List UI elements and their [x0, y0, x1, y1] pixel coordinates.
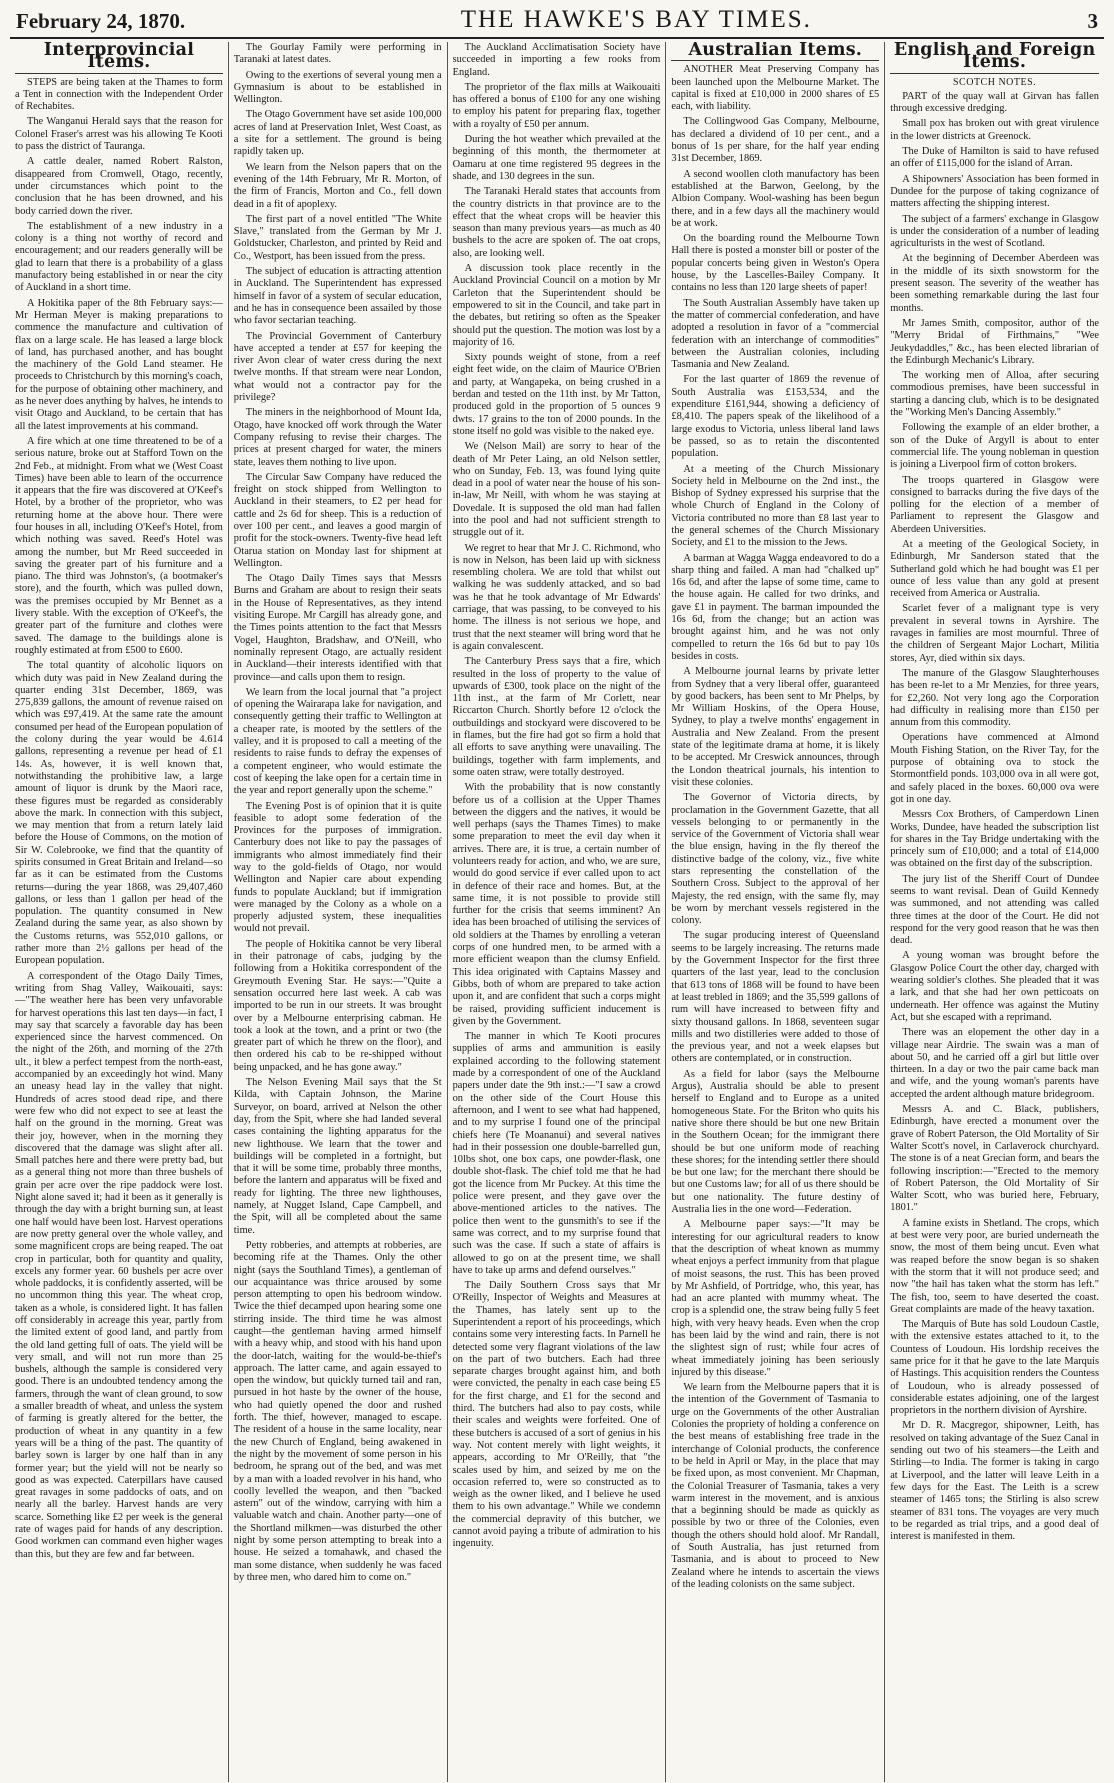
- article-paragraph: The establishment of a new industry in a colony is a thing not worthy of record and encouragement; and our readers generally will be glad to learn that there is a probability of a glass manufactory being established in or near the city of Auckland in a short time.: [15, 220, 223, 294]
- section-subheading: SCOTCH NOTES.: [953, 76, 1037, 88]
- article-paragraph: The proprietor of the flax mills at Waikouaiti has offered a bonus of £100 for any one wishing to employ his patent for preparing flax, together with a royalty of £50 per annum.: [452, 81, 661, 130]
- page-number: 3: [1087, 9, 1098, 33]
- article-paragraph: With the probability that is now constantly before us of a collision at the Upper Thames between the diggers and the natives, it would be well perhaps (says the Thames Times) to make some preparation to meet the evil day when it arrives. There are, it is true, a certain number of volunteers ready for action, and who, we are sure, would do good service if ever called upon to act in defence of their race and homes. But, at the same time, it is not possible to provide still further for the crisis that seems imminent? An idea has been broached of utilising the services of old soldiers at the Thames by enrolling a veteran corps of one hundred men, to be armed with a more efficient weapon than the clumsy Enfield. This idea originated with Captains Massey and Gibbs, both of whom are prepared to take action upon it, and are confident that such a corps might be raised, providing sufficient inducement is given by the Government.: [452, 782, 661, 1027]
- article-paragraph: Small pox has broken out with great virulence in the lower districts at Greenock.: [890, 118, 1099, 142]
- article-paragraph: The Provincial Government of Canterbury have accepted a tender at £57 for keeping the river Avon clear of water cress during the next twelve months. If that stream were near London, what would not a contractor pay for the privilege?: [233, 330, 442, 404]
- article-paragraph: A Shipowners' Association has been formed in Dundee for the purpose of taking cognizance of matters affecting the shipping interest.: [890, 173, 1099, 210]
- article-paragraph: The manner in which Te Kooti procures supplies of arms and ammunition is easily explained according to the following statement made by a correspondent of one of the Auckland papers under date the 9th inst.:—"I saw a crowd on the other side of the Court House this afternoon, and I went to see what had happened, and to my surprise I found one of the principal chiefs here (Te Moananui) and several natives had in their possession one double-barrelled gun, 10lbs shot, one box caps, one powder-flask, one double shot-flask. The chief told me that he had got the licence from Mr Puckey. At this time the police were present, and they gave over the above-mentioned articles to the natives. The police then went to the gunsmith's to see if the same was correct, and to my surprise found that such was the case. If such a state of affairs is allowed to go on at the present time, we shall have to take up arms and defend ourselves.": [452, 1031, 661, 1276]
- article-paragraph: The Gourlay Family were performing in Taranaki at latest dates.: [233, 42, 442, 66]
- article-paragraph: The troops quartered in Glasgow were consigned to barracks during the five days of the polling for the election of a member of Parliament to represent the Glasgow and Aberdeen Universities.: [890, 474, 1099, 535]
- issue-date: February 24, 1870.: [16, 9, 186, 33]
- column-interprovincial-continued: [229, 42, 448, 1782]
- article-paragraph: Sixty pounds weight of stone, from a reef eight feet wide, on the claim of Maurice O'Brien and party, at Wangapeka, on being crushed in a berdan and tested on the 11th inst. by Mr Tatton, produced gold in the proportion of 5 ounces 9 dwts. 17 grains to the ton of 2000 pounds. In the stone itself no gold was visible to the naked eye.: [452, 352, 661, 437]
- article-paragraph: The Evening Post is of opinion that it is quite feasible to adopt some federation of the Provinces for the purposes of immigration. Canterbury does not like to pay the passages of immigrants who almost immediately find their way to the gold-fields of Otago, nor would Wellington and Napier care about expending funds to populate Auckland; but if immigration were managed by the Colony as a whole on a properly adjusted system, these inequalities would not prevail.: [233, 800, 442, 935]
- article-paragraph: We learn from the Melbourne papers that it is the intention of the Government of Tasmania to urge on the Governments of the other Australian Colonies the propriety of holding a conference on the best means of establishing free trade in the interchange of Colonial products, the conference to be held in April or May, in the place that may be fixed upon, as most convenient. Mr Chapman, the Colonial Treasurer of Tasmania, takes a very warm interest in the movement, and is anxious that a beginning should be made as quickly as possible by two or three of the Colonies, even though the others should hold aloof. Mr Randall, of South Australia, has just returned from Tasmania, and is about to proceed to New Zealand where he intends to ascertain the views of the leading colonists on the same subject.: [671, 1382, 880, 1590]
- article-paragraph: The Wanganui Herald says that the reason for Colonel Fraser's arrest was his allowing Te Kooti to pass the district of Tauranga.: [15, 116, 223, 153]
- article-paragraph: The Otago Daily Times says that Messrs Burns and Graham are about to resign their seats in the House of Representatives, as they intend visiting Europe. Mr Cargill has already gone, and the Times points attention to the fact that Messrs Vogel, Haughton, Bradshaw, and O'Neill, who nominally represent Otago, are actually resident in Auckland—their interests identified with that province—and calls upon them to resign.: [233, 573, 442, 683]
- article-paragraph: A cattle dealer, named Robert Ralston, disappeared from Cromwell, Otago, recently, under circumstances which point to the conclusion that he has been drowned, and his body carried down the river.: [15, 156, 223, 217]
- article-paragraph: At a meeting of the Geological Society, in Edinburgh, Mr Sanderson stated that the Sutherland gold which he had bought was £1 per ounce of less value than any gold at present received from America or Australia.: [890, 538, 1099, 600]
- article-paragraph: PART of the quay wall at Girvan has fallen through excessive dredging.: [890, 90, 1099, 115]
- article-paragraph: The total quantity of alcoholic liquors on which duty was paid in New Zealand during the quarter ending 31st December, 1869, was 275,839 gallons, the amount of revenue raised on which was £97,419. At the same rate the amount consumed per head of the European population of the colony during the year would be 4.614 gallons, representing a revenue per head of £1 14s. As, however, it is well known that, notwithstanding the prohibitive law, a large amount of liquor is drunk by the Maori race, these figures must be regarded as considerably above the mark. In connection with this subject, we may mention that from a return lately laid before the House of Commons, on the motion of Sir W. Colebrooke, we find that the quantity of spirits consumed in Great Britain and Ireland—so far as it can be estimated from the Customs returns—during the year 1868, was 29,407,460 gallons, or less than 1 gallon per head of the population. The quantity consumed in New Zealand during the same year, as also shown by the Customs returns, was 552,010 gallons, or rather more than 2½ gallons per head of the European population.: [15, 660, 223, 967]
- article-paragraph: Mr James Smith, compositor, author of the "Merry Bridal of Firthmains," "Wee Jeukydaddles," &c., has been elected librarian of the Edinburgh Mechanic's Library.: [890, 317, 1099, 366]
- article-paragraph: On the boarding round the Melbourne Town Hall there is posted a monster bill or poster of the popular concerts being given in Weston's Opera house, by the Lascelles-Bailey Company. It contains no less than 120 large sheets of paper!: [671, 233, 880, 294]
- article-paragraph: The Taranaki Herald states that accounts from the country districts in that province are to the effect that the wheat crops will be heavier this season than many previous years—as much as 40 bushels to the acre are spoken of. The oat crops, also, are looking well.: [452, 186, 661, 259]
- article-paragraph: For the last quarter of 1869 the revenue of South Australia was £153,534, and the expenditure £161,944, showing a deficiency of £8,410. The papers speak of the likelihood of a large exodus to Victoria, unless liberal land laws be passed, so as to retain the discontented population.: [671, 374, 880, 460]
- article-paragraph: The Marquis of Bute has sold Loudoun Castle, with the extensive estates attached to it, to the Countess of Loudoun. His lordship receives the same price for it that he gave to the late Marquis of Hastings. This acquisition renders the Countess of Loudoun, who is already possessed of considerable estates adjoining, one of the largest proprietors in the northern division of Ayrshire.: [890, 1319, 1099, 1417]
- article-paragraph: Following the example of an elder brother, a son of the Duke of Argyll is about to enter commercial life. The young nobleman in question is joining a Liverpool firm of cotton brokers.: [890, 422, 1099, 471]
- article-paragraph: A barman at Wagga Wagga endeavored to do a sharp thing and failed. A man had "chalked up" 16s 6d, and after the lapse of some time, came to the house again. He called for two drinks, and gave £1 in payment. The barman impounded the 16s 6d, from the change; but an action was brought against him, and he was not only compelled to return the 16s 6d but to pay 10s besides in costs.: [671, 552, 880, 662]
- column-australian-items: [666, 42, 885, 1782]
- article-paragraph: A young woman was brought before the Glasgow Police Court the other day, charged with wearing soldier's clothes. She pleaded that it was a lark, and that she had her own petticoats on underneath. Her offence was against the Mutiny Act, but she escaped with a reprimand.: [890, 950, 1099, 1023]
- article-paragraph: The Circular Saw Company have reduced the freight on stock shipped from Wellington to Auckland in their steamers, to £2 per head for cattle and 2s 6d for sheep. This is a reduction of over 100 per cent., and leaves a good margin of profit for the stock-owners. Twenty-five head left Otarua station on Monday last for shipment at Wellington.: [233, 471, 442, 569]
- article-paragraph: A correspondent of the Otago Daily Times, writing from Shag Valley, Waikouaiti, says:—"The weather here has been very unfavorable for harvest operations this last ten days—in fact, I may say that scarcely a favorable day has been experienced since the harvest commenced. On the night of the 26th, and morning of the 27th ult., it blew a perfect tempest from the north-east, accompanied by an exceedingly hot wind. Many an uneasy head lay in the valley that night. Hundreds of acres stood dead ripe, and there were few who did not expect to see at least the half on the ground in the morning. Great was their joy, however, when in the morning they discovered that the damage was slight after all. Small patches here and there were pretty bad, but as a general thing not more than three bushels of grain per acre over the ripe paddock were lost. Night alone saved it; had it been as it generally is through the day with a bright burning sun, at least one half would have been lost. Harvest operations are now pretty general over the whole valley, and some magnificent crops are being reaped. The oat crop in particular, both for quantity and quality, excels any former year. 60 bushels per acre over whole paddocks, it is confidently asserted, will be no uncommon thing this year. The wheat crop, taken as a whole, is considered light. It has fallen off considerably in acreage this year, partly from the limited extent of good land, and partly from the old land getting full of oats. The yield will be very small, and will not run more than 25 bushels, although the sample is considered very good. There is an undoubted tendency among the farmers, through the want of clean ground, to sow a smaller breadth of wheat, and unless the system of farming is greatly altered for the better, the production of wheat in any quantity in a few years will be a thing of the past. The quantity of barley sown is larger by one half than in any former year; but the yield will not be nearly so good as was expected. Caterpillars have caused great ravages in some paddocks of oats, and on nearly all the barley. Harvest hands are very scarce. Something like £2 per week is the general rate of wages paid for hands of any description. Good workmen can command even higher wages than this, but they are few and far between.: [15, 970, 223, 1560]
- article-paragraph: Messrs A. and C. Black, publishers, Edinburgh, have erected a monument over the grave of Robert Paterson, the Old Mortality of Sir Walter Scott's novel, in Carlaverock churchyard. The stone is of a neat Grecian form, and bears the following inscription:—"Erected to the memory of Robert Paterson, the Old Mortality of Sir Walter Scott, who was buried here, February, 1801.": [890, 1104, 1099, 1214]
- article-paragraph: The Collingwood Gas Company, Melbourne, has declared a dividend of 10 per cent., and a bonus of 1s per share, for the half year ending 31st December, 1869.: [671, 116, 880, 165]
- article-paragraph: At the beginning of December Aberdeen was in the middle of its sixth snowstorm for the present season. The severity of the weather has been something remarkable during the last four months.: [890, 253, 1099, 314]
- article-paragraph: The Otago Government have set aside 100,000 acres of land at Preservation Inlet, West Coast, as a site for a settlement. The ground is being rapidly taken up.: [233, 109, 442, 158]
- article-paragraph: The working men of Alloa, after securing commodious premises, have been successful in starting a dancing club, which is to be designated the "Working Men's Dancing Assembly.": [890, 370, 1099, 419]
- article-paragraph: The Auckland Acclimatisation Society have succeeded in importing a few rooks from England.: [452, 42, 661, 78]
- article-paragraph: The subject of education is attracting attention in Auckland. The Superintendent has expressed himself in favor of a system of secular education, and he has in consequence been assailed by those who favor sectarian teaching.: [233, 266, 442, 327]
- section-heading: Interprovincial Items.: [15, 42, 223, 74]
- article-paragraph: The Daily Southern Cross says that Mr O'Reilly, Inspector of Weights and Measures at the Thames, has lately sent up to the Superintendent a report of his proceedings, which contains some very interesting facts. In Parnell he detected some very flagrant violations of the law on the part of two butchers. Each had three separate charges brought against him, and both were convicted, the penalty in each case being £5 for the first charge, and £1 for the second and third. The butchers had also to pay costs, while their scales and weights were forfeited. One of these butchers is accused of a sort of genius in his way. Not content merely with light weights, it appears, according to Mr O'Reilly, that "the scales used by him, and seized by me on the occasion referred to, were so constructed as to weigh as the owner liked, and I believe he used them to his own advantage." While we condemn the commercial depravity of this butcher, we cannot avoid paying a tribute of admiration to his ingenuity.: [452, 1280, 661, 1550]
- column-interprovincial-continued-2: [448, 42, 667, 1782]
- article-paragraph: Messrs Cox Brothers, of Camperdown Linen Works, Dundee, have headed the subscription list for shares in the Tay Bridge undertaking with the princely sum of £10,000; and a total of £14,000 was obtained on the first day of the subscription.: [890, 809, 1099, 870]
- article-paragraph: The jury list of the Sheriff Court of Dundee seems to want revisal. Dean of Guild Kennedy was summoned, and not attending was called three times at the door of the Court. He did not respond for the very good reason that he was then dead.: [890, 873, 1099, 947]
- article-paragraph: Operations have commenced at Almond Mouth Fishing Station, on the River Tay, for the purpose of obtaining ova to stock the Stormontfield ponds. 103,000 ova in all were got, and safely placed in the boxes. 60,000 ova were got in one day.: [890, 732, 1099, 805]
- article-paragraph: The South Australian Assembly have taken up the matter of commercial confederation, and have adopted a resolution in favor of a "commercial federation with an interchange of commodities" between the Australian colonies, including Tasmania and New Zealand.: [671, 297, 880, 371]
- section-heading: Australian Items.: [671, 42, 879, 61]
- article-paragraph: The Duke of Hamilton is said to have refused an offer of £115,000 for the island of Arran.: [890, 146, 1099, 170]
- article-paragraph: The sugar producing interest of Queensland seems to be largely increasing. The returns made by the Government Inspector for the first three quarters of the last year, lead to the conclusion that 613 tons of 1868 will be found to have been at least trebled in 1869; and the 35,599 gallons of rum will have increased to between fifty and sixty thousand gallons. In 1868, seventeen sugar mills and two distilleries were added to those of the previous year, and not a week elapses but others are contemplated, or in construction.: [671, 930, 880, 1065]
- article-paragraph: A famine exists in Shetland. The crops, which at best were very poor, are buried underneath the snow, the most of them being uncut. Even what was reaped before the snow began is so shaken with the storm that it will not produce seed; and now "the hail has taken what the storm has left." The fish, too, seem to have deserted the coast. Great complaints are made of the heavy taxation.: [890, 1217, 1099, 1315]
- article-paragraph: During the hot weather which prevailed at the beginning of this month, the thermometer at Oamaru at one time registered 95 degrees in the shade, and 130 degrees in the sun.: [452, 134, 661, 182]
- article-paragraph: We regret to hear that Mr J. C. Richmond, who is now in Nelson, has been laid up with sickness resembling cholera. We are told that whilst out walking he was suddenly attacked, and so bad was he that he took advantage of Mr Edwards' carriage, that was passing, to be conveyed to his home. The illness is not serious we hope, and trust that the next steamer will bring word that he is again convalescent.: [452, 542, 661, 652]
- article-paragraph: We learn from the Nelson papers that on the evening of the 14th February, Mr R. Morton, of the firm of Francis, Morton and Co., fell down dead in a fit of apoplexy.: [233, 161, 442, 210]
- article-paragraph: The subject of a farmers' exchange in Glasgow is under the consideration of a number of leading agriculturists in the west of Scotland.: [890, 213, 1099, 250]
- article-paragraph: Scarlet fever of a malignant type is very prevalent in several towns in Ayrshire. The ravages in families are most mournful. Three of the children of Sergeant Major Lochart, Militia stores, Ayr, died within six days.: [890, 603, 1099, 664]
- column-english-foreign-items: [885, 42, 1104, 1782]
- article-paragraph: Owing to the exertions of several young men a Gymnasium is about to be established in Wellington.: [233, 69, 442, 106]
- article-paragraph: ANOTHER Meat Preserving Company has been launched upon the Melbourne Market. The capital is fixed at £10,000 in 2000 shares of £5 each, with liability.: [671, 64, 880, 113]
- article-paragraph: A Hokitika paper of the 8th February says:—Mr Herman Meyer is making preparations to commence the manufacture and cultivation of flax on a large scale. He has leased a large block of land, has purchased another, and has bought the machinery of the Gold Land steamer. He proceeds to Christchurch by this morning's coach, for the purpose of obtaining other machinery, and as he never does anything by halves, he intends to visit Otago and Auckland, to be certain that has all the latest improvements at his command.: [15, 297, 223, 432]
- article-paragraph: A second woollen cloth manufactory has been established at the Barwon, Geelong, by the Albion Company. Wool-washing has been begun there, and in a few days all the machinery would be at work.: [671, 168, 880, 229]
- article-paragraph: The first part of a novel entitled "The White Slave," translated from the German by Mr J. Goldstucker, Charleston, and printed by Reid and Co., Westport, has been issued from the press.: [233, 213, 442, 262]
- article-paragraph: Mr D. R. Macgregor, shipowner, Leith, has resolved on taking advantage of the Suez Canal in sending out two of his steamers—the Leith and Stirling—to India. The former is taking in cargo at Liverpool, and the latter will leave Leith in a few days for the East. The Leith is a screw steamer of 1465 tons; the Stirling is also screw steamer of 831 tons. The voyages are very much to be regarded as trial trips, and a good deal of interest is manifested in them.: [890, 1420, 1099, 1543]
- article-paragraph: The manure of the Glasgow Slaughterhouses has been re-let to a Mr Menzies, for three years, for £2,260. Not very long ago the Corporation had difficulty in realising more than £150 per annum from this commodity.: [890, 667, 1099, 729]
- article-paragraph: We learn from the local journal that "a project of opening the Wairarapa lake for navigation, and consequently getting their traffic to Wellington at a cheaper rate, is mooted by the settlers of the valley, and it is proposed to call a meeting of the residents to raise funds to defray the expenses of a competent engineer, who would estimate the cost of keeping the lake open for a certain time in the year and report generally upon the scheme.": [233, 686, 442, 797]
- section-heading: English and Foreign Items.: [890, 42, 1099, 74]
- article-paragraph: The Nelson Evening Mail says that the St Kilda, with Captain Johnson, the Marine Surveyor, on board, arrived at Nelson the other day, from the Spit, where she had landed several cases containing the lighting apparatus for the new lighthouse. We learn that the tower and buildings will be completed in a fortnight, but that it will be some time, probably three months, before the lantern and apparatus will be fixed and ready for lighting. The three new lighthouses, namely, at Nugget Island, Cape Campbell, and the Spit, will all be completed about the same time.: [233, 1077, 442, 1236]
- article-paragraph: Petty robberies, and attempts at robberies, are becoming rife at the Thames. Only the other night (says the Southland Times), a gentleman of our acquaintance was thrice aroused by some person attempting to open his bedroom window. Twice the thief decamped upon hearing some one stirring inside. The third time he was almost caught—the gentleman having armed himself with a heavy whip, and stood with his hand upon the door-latch, waiting for the would-be-thief's approach. The latter came, and again essayed to open the window, but quickly turned tail and ran, pursued in hot haste by the owner of the house, who had quietly opened the door and rushed forth. The thief, however, managed to escape. The resident of a house in the same locality, near the new Church of England, being awakened in the night by the movement of some person in his bedroom, he sprang out of the bed, and was met by a man with a loaded revolver in his hand, who coolly levelled the weapon, and then "backed astern" out of the window, carrying with him a valuable watch and chain. Another party—one of the Shortland milkmen—was disturbed the other night by some person attempting to break into a house. He seized a tomahawk, and chased the man some distance, when suddenly he was faced by three men, who dared him to come on.": [233, 1239, 442, 1583]
- masthead: [10, 0, 1104, 39]
- article-paragraph: The people of Hokitika cannot be very liberal in their patronage of cabs, judging by the following from a Hokitika correspondent of the Greymouth Evening Star. He says:—"Quite a sensation occurred here last week. A cab was imported to be run in our streets. It was brought over by a Melbourne enterprising cabman. He took a look at the town, and a print or two (the greater part of which he threw on the floor), and then ordered his cab to be re-shipped without being unpacked, and he has gone away.": [233, 938, 442, 1073]
- article-paragraph: The Canterbury Press says that a fire, which resulted in the loss of property to the value of upwards of £300, took place on the night of the 11th inst., at the farm of Mr Corlett, near Riccarton Church. Shortly before 12 o'clock the outbuildings and stockyard were discovered to be in flames, but the fire had got so firm a hold that all efforts to save anything were unavailing. The buildings, together with farm implements, and some oaten straw, were totally destroyed.: [452, 656, 661, 778]
- column-interprovincial-items: [10, 42, 229, 1782]
- article-paragraph: As a field for labor (says the Melbourne Argus), Australia should be able to present herself to England and to Europe as a united homogeneous State. For the Briton who quits his native shore there should be but one new Britain in the Southern Ocean; for the immigrant there should be but one uniform mode of reaching these shores; for the intending settler there should be but one law; for the merchant there should be but one Customs law; for all of us there should be but one nationality. The future destiny of Australia lies in the one word—Federation.: [671, 1068, 880, 1216]
- article-paragraph: A fire which at one time threatened to be of a serious nature, broke out at Stafford Town on the 2nd Feb., at midnight. From what we (West Coast Times) have been able to learn of the occurrence it appears that the fire was discovered at O'Keef's Hotel, by a brother of the proprietor, who was returning home at the above hour. There were four houses in all, including O'Keef's Hotel, from which nothing was saved. Reed's Hotel was among the number, but Mr Reed succeeded in saving the greater part of his furniture and a piano. The third was Johnston's, (a bootmaker's store), and the fourth, which was pulled down, was the premises occupied by Mr Bennet as a livery stable. With the exception of O'Keef's, the greater part of the furniture and clothes were saved. The damage to the buildings alone is roughly estimated at from £500 to £600.: [15, 435, 223, 656]
- article-paragraph: A Melbourne paper says:—"It may be interesting for our agricultural readers to know that the description of wheat known as mummy wheat enjoys a perfect immunity from that plague of moist seasons, the rust. This has been proved by Mr Ashfield, of Portridge, who, this year, has had an acre planted with mummy wheat. The crop is a splendid one, the straw being fully 5 feet high, with very heavy heads. Even when the crop has been laid by the wind and rain, there is not the slightest sign of rust; while four acres of wheat immediately joining has been seriously injured by this disease.": [671, 1219, 880, 1378]
- article-paragraph: At a meeting of the Church Missionary Society held in Melbourne on the 2nd inst., the Bishop of Sydney expressed his surprise that the whole Church of England in the Colony of Victoria contributed no more than £8 last year to the general schemes of the Church Missionary Society, and £1 to the mission to the Jews.: [671, 463, 880, 549]
- article-paragraph: We (Nelson Mail) are sorry to hear of the death of Mr Peter Laing, an old Nelson settler, who on Sunday, Feb. 13, was found lying quite dead in a pool of water near the house of his son-in-law, Mr Neill, with whom he was staying at Dovedale. It is supposed the old man had fallen into the pool and had not sufficient strength to struggle out of it.: [452, 441, 661, 539]
- article-paragraph: The miners in the neighborhood of Mount Ida, Otago, have knocked off work through the Water Company refusing to revise their charges. The prices at present charged for water, the miners state, leaves them nothing to live upon.: [233, 407, 442, 468]
- article-columns: [10, 42, 1104, 1782]
- article-paragraph: A discussion took place recently in the Auckland Provincial Council on a motion by Mr Carleton that the Superintendent should be empowered to sit in the Council, and take part in the debates, but retiring so often as the Speaker should put the question. The motion was lost by a majority of 16.: [452, 263, 661, 348]
- newspaper-title: THE HAWKE'S BAY TIMES.: [460, 6, 812, 33]
- article-paragraph: A Melbourne journal learns by private letter from Sydney that a very liberal offer, guaranteed by good backers, has been sent to Mr Phelps, by Mr William Hoskins, of the Opera House, Sydney, to play a twelve months' engagement in Australia and New Zealand. From the present state of the legitimate drama at home, it is likely to be accepted. Mr Creswick announces, through the London theatrical journals, his intention to visit these colonies.: [671, 666, 880, 788]
- article-paragraph: STEPS are being taken at the Thames to form a Tent in connection with the Independent Order of Rechabites.: [15, 76, 223, 113]
- article-paragraph: There was an elopement the other day in a village near Airdrie. The swain was a man of about 50, and he carried off a girl but little over thirteen. In a day or two the pair came back man and wife, and the young woman's parents have accepted the ardent although mature bridegroom.: [890, 1027, 1099, 1100]
- article-paragraph: The Governor of Victoria directs, by proclamation in the Government Gazette, that all vessels belonging to or permanently in the service of the Government of Victoria shall wear the blue ensign, having in the fly thereof the distinctive badge of the colony, viz., five white stars representing the constellation of the Southern Cross. Subject to the approval of her Majesty, the red ensign, with the same fly, may be worn by merchant vessels registered in the colony.: [671, 792, 880, 927]
